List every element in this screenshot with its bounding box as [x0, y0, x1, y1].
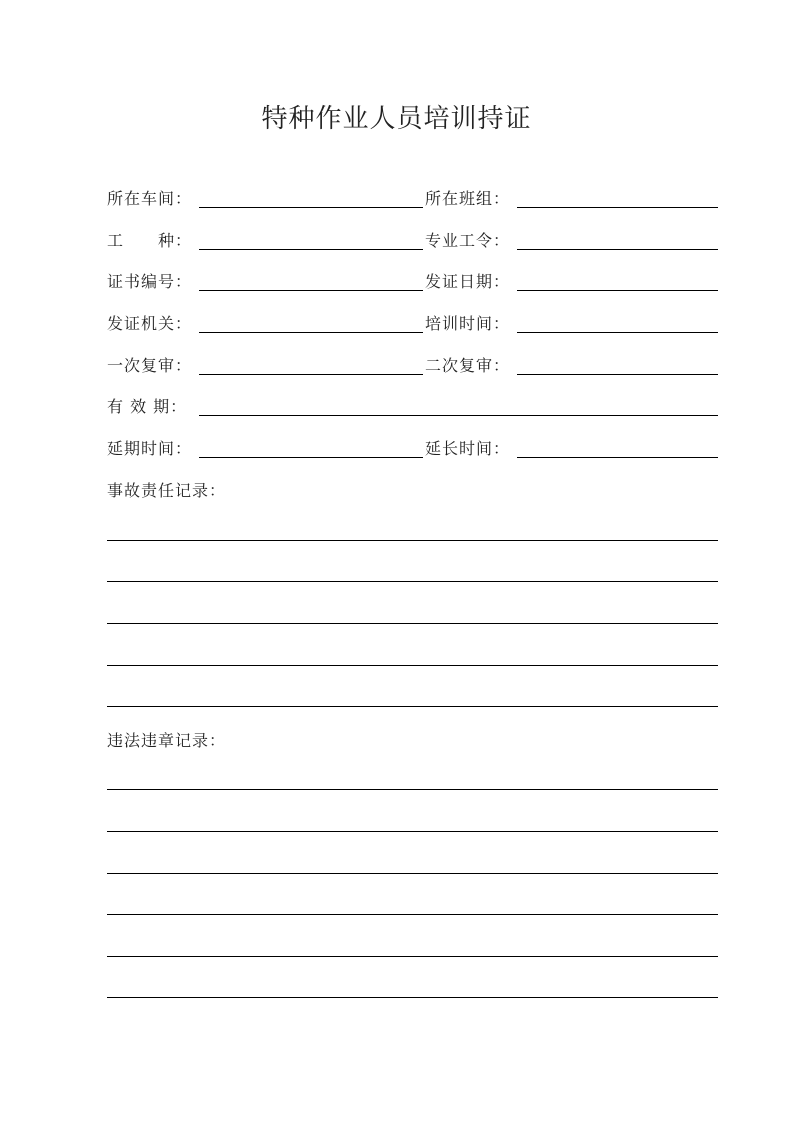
violation-record-line[interactable] [107, 873, 718, 874]
job-type-field[interactable] [199, 249, 423, 250]
violation-record-line[interactable] [107, 831, 718, 832]
violation-record-line[interactable] [107, 997, 718, 998]
violation-record-line[interactable] [107, 956, 718, 957]
validity-field[interactable] [199, 415, 718, 416]
extension-length-label: 延长时间： [425, 439, 511, 458]
issuing-authority-label: 发证机关： [107, 314, 193, 333]
training-time-label: 培训时间： [425, 314, 511, 333]
issue-date-field[interactable] [517, 290, 718, 291]
violation-record-line[interactable] [107, 789, 718, 790]
extension-length-field[interactable] [517, 457, 718, 458]
issuing-authority-field[interactable] [199, 332, 423, 333]
team-field[interactable] [517, 207, 718, 208]
accident-record-line[interactable] [107, 623, 718, 624]
work-order-field[interactable] [517, 249, 718, 250]
accident-record-line[interactable] [107, 540, 718, 541]
first-review-label: 一次复审： [107, 356, 193, 375]
cert-no-field[interactable] [199, 290, 423, 291]
training-time-field[interactable] [517, 332, 718, 333]
accident-record-line[interactable] [107, 665, 718, 666]
first-review-field[interactable] [199, 374, 423, 375]
job-type-label: 工 种： [107, 231, 193, 250]
work-order-label: 专业工令： [425, 231, 511, 250]
second-review-field[interactable] [517, 374, 718, 375]
team-label: 所在班组： [425, 189, 511, 208]
issue-date-label: 发证日期： [425, 272, 511, 291]
workshop-field[interactable] [199, 207, 423, 208]
page-title: 特种作业人员培训持证 [261, 104, 532, 134]
violation-record-label: 违法违章记录： [107, 731, 227, 750]
extension-time-field[interactable] [199, 457, 423, 458]
cert-no-label: 证书编号： [107, 272, 193, 291]
second-review-label: 二次复审： [425, 356, 511, 375]
accident-record-line[interactable] [107, 581, 718, 582]
violation-record-line[interactable] [107, 914, 718, 915]
extension-time-label: 延期时间： [107, 439, 193, 458]
workshop-label: 所在车间： [107, 189, 193, 208]
accident-record-line[interactable] [107, 706, 718, 707]
accident-record-label: 事故责任记录： [107, 481, 227, 500]
validity-label: 有 效 期： [107, 397, 188, 416]
